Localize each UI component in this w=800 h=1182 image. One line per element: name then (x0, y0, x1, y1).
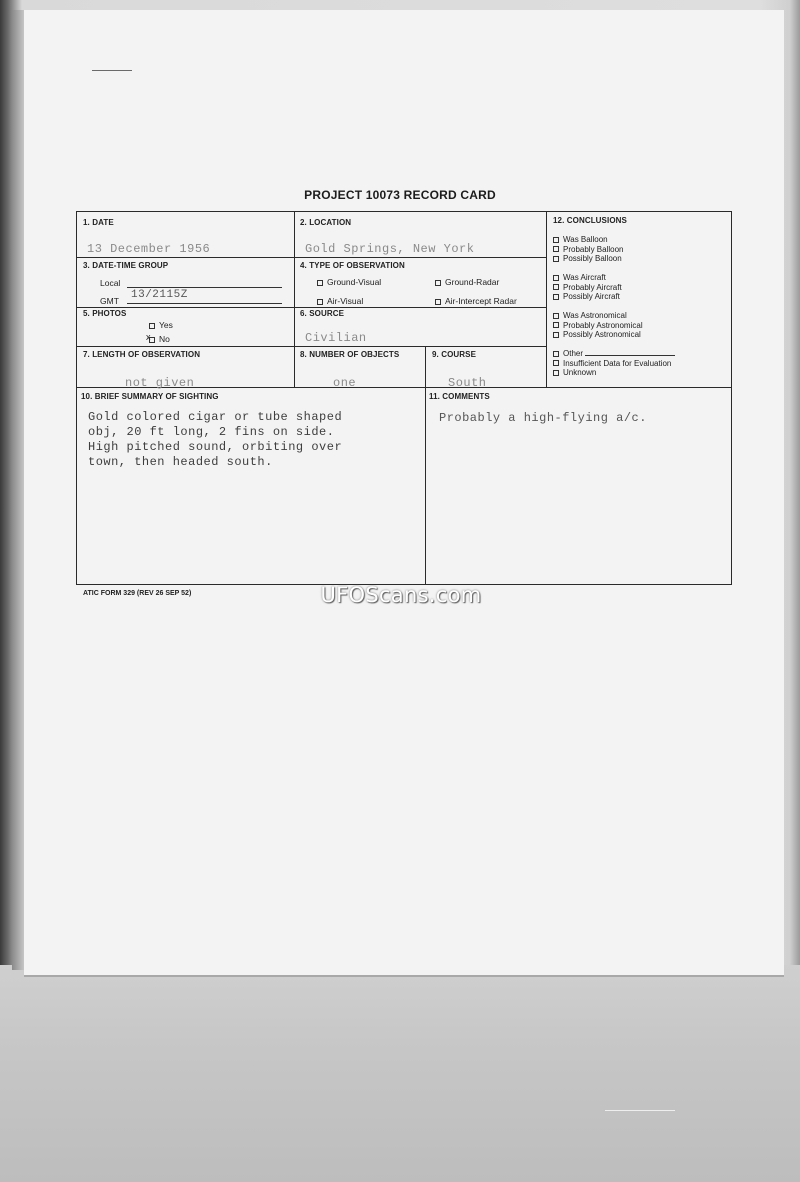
option-air-visual: Air-Visual (317, 296, 363, 306)
photos-label: 5. PHOTOS (83, 309, 127, 318)
scan-mark (605, 1110, 675, 1111)
checkbox-icon (553, 237, 559, 243)
option-air-intercept-radar: Air-Intercept Radar (435, 296, 517, 306)
conclusion-group-balloon: Was Balloon Probably Balloon Possibly Balloon (553, 235, 623, 264)
course-value: South (448, 376, 487, 390)
checkbox-icon (553, 275, 559, 281)
form-number: ATIC FORM 329 (REV 26 SEP 52) (83, 590, 192, 597)
checkbox-checked-icon: x (149, 337, 155, 343)
divider (546, 212, 547, 387)
summary-line: High pitched sound, orbiting over (88, 440, 343, 454)
source-value: Civilian (305, 331, 367, 345)
checkbox-icon (553, 351, 559, 357)
checkbox-icon (553, 322, 559, 328)
conclusion-group-astronomical: Was Astronomical Probably Astronomical Possibly Astronomical (553, 311, 643, 340)
divider (77, 307, 546, 308)
summary-label: 10. BRIEF SUMMARY OF SIGHTING (81, 392, 219, 401)
watermark: UFOScans.com (320, 583, 482, 607)
observation-type-label: 4. TYPE OF OBSERVATION (300, 261, 405, 270)
summary-line: town, then headed south. (88, 455, 273, 469)
other-underline (585, 355, 675, 356)
conclusions-label: 12. CONCLUSIONS (553, 216, 627, 225)
checkbox-icon (435, 299, 441, 305)
checkbox-icon (553, 294, 559, 300)
local-underline (127, 287, 282, 288)
gmt-value: 13/2115Z (131, 289, 188, 301)
option-ground-visual: Ground-Visual (317, 277, 381, 287)
date-label: 1. DATE (83, 218, 114, 227)
number-of-objects-value: one (333, 376, 357, 390)
date-value: 13 December 1956 (87, 242, 211, 256)
source-label: 6. SOURCE (300, 309, 345, 318)
checkbox-icon (435, 280, 441, 286)
local-label: Local (100, 278, 121, 288)
checkbox-icon (553, 284, 559, 290)
gmt-label: GMT (100, 296, 119, 306)
comments-label: 11. COMMENTS (429, 392, 490, 401)
checkbox-icon (553, 256, 559, 262)
checkbox-icon (553, 332, 559, 338)
divider (294, 212, 295, 387)
checkbox-icon (553, 370, 559, 376)
length-label: 7. LENGTH OF OBSERVATION (83, 350, 201, 359)
scan-lower-area (0, 965, 800, 1182)
number-of-objects-label: 8. NUMBER OF OBJECTS (300, 350, 400, 359)
scan-mark (92, 70, 132, 71)
checkbox-icon (317, 280, 323, 286)
photos-yes: Yes (149, 320, 173, 330)
divider (425, 346, 426, 387)
divider (77, 346, 546, 347)
checkbox-icon (149, 323, 155, 329)
conclusion-group-other: Other Insufficient Data for Evaluation Unknown (553, 349, 675, 378)
photos-no: x No (146, 331, 170, 344)
course-label: 9. COURSE (432, 350, 477, 359)
checkbox-icon (553, 360, 559, 366)
checkbox-icon (317, 299, 323, 305)
length-value: not given (125, 376, 195, 390)
checkbox-icon (553, 313, 559, 319)
divider (77, 257, 546, 258)
card-title: PROJECT 10073 RECORD CARD (304, 188, 496, 202)
divider (425, 387, 426, 584)
summary-line: Gold colored cigar or tube shaped (88, 410, 343, 424)
conclusion-group-aircraft: Was Aircraft Probably Aircraft Possibly Aircraft (553, 273, 622, 302)
summary-line: obj, 20 ft long, 2 fins on side. (88, 425, 335, 439)
comments-value: Probably a high-flying a/c. (439, 411, 647, 425)
checkbox-icon (553, 246, 559, 252)
record-card (76, 211, 732, 585)
date-time-group-label: 3. DATE-TIME GROUP (83, 261, 169, 270)
gmt-underline (127, 303, 282, 304)
location-label: 2. LOCATION (300, 218, 352, 227)
option-ground-radar: Ground-Radar (435, 277, 499, 287)
location-value: Gold Springs, New York (305, 242, 475, 256)
